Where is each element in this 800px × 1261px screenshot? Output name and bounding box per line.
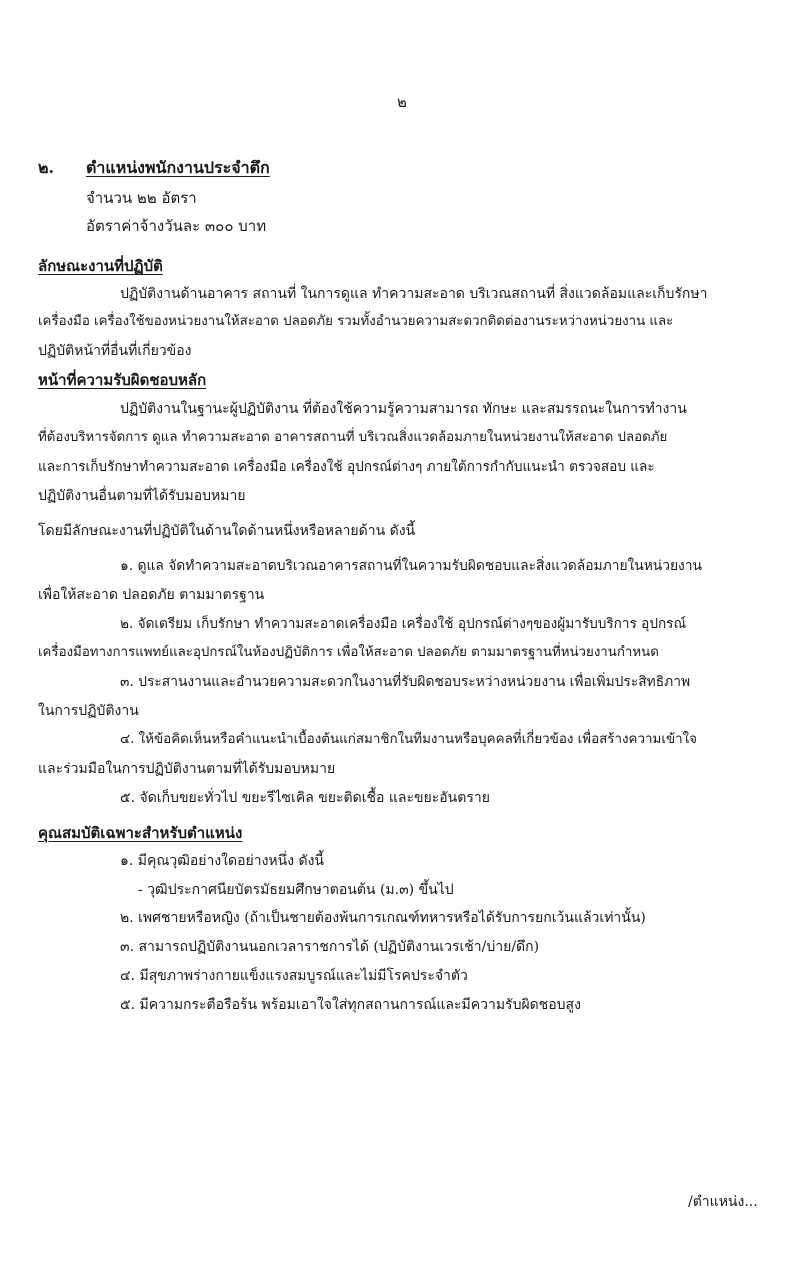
duty-item: เครื่องมือทางการแพทย์และอุปกรณ์ในห้องปฏิบัติการ เพื่อให้สะอาด ปลอดภัย ตามมาตรฐานที่หน่วยงานกำหนด (38, 645, 659, 660)
duty-item: ๑. ดูแล จัดทำความสะอาดบริเวณอาคารสถานที่ในความรับผิดชอบและสิ่งแวดล้อมภายในหน่วยงาน (120, 558, 702, 574)
page-number: ๒ (397, 93, 407, 111)
duty-item: ในการปฏิบัติงาน (38, 703, 139, 719)
job-nature-line: ปฏิบัติงานด้านอาคาร สถานที่ ในการดูแล ทำความสะอาด บริเวณสถานที่ สิ่งแวดล้อมและเก็บรักษา (120, 286, 708, 302)
qualification-item: ๔. มีสุขภาพร่างกายแข็งแรงสมบูรณ์และไม่มีโรคประจำตัว (120, 968, 468, 984)
duties-heading: หน้าที่ความรับผิดชอบหลัก (38, 371, 207, 389)
job-nature-line: ปฏิบัติหน้าที่อื่นที่เกี่ยวข้อง (38, 343, 192, 359)
duty-item: ๒. จัดเตรียม เก็บรักษา ทำความสะอาดเครื่องมือ เครื่องใช้ อุปกรณ์ต่างๆของผู้มารับบริการ อุปกรณ์ (120, 616, 687, 632)
job-nature-line: เครื่องมือ เครื่องใช้ของหน่วยงานให้สะอาด ปลอดภัย รวมทั้งอำนวยความสะดวกติดต่องานระหว่างหน่วยงาน และ (38, 314, 674, 329)
section-number: ๒. (38, 158, 55, 177)
duty-item: เพื่อให้สะอาด ปลอดภัย ตามมาตรฐาน (38, 587, 265, 603)
continuation-note: /ตำแหน่ง... (688, 1194, 758, 1210)
duties-line: ที่ต้องบริหารจัดการ ดูแล ทำความสะอาด อาคารสถานที่ บริเวณสิ่งแวดล้อมภายในหน่วยงานให้สะอาด ปลอดภัย (38, 430, 668, 445)
job-nature-heading: ลักษณะงานที่ปฏิบัติ (38, 257, 163, 275)
qualification-item: ๑. มีคุณวุฒิอย่างใดอย่างหนึ่ง ดังนี้ (120, 853, 325, 869)
duty-item: ๓. ประสานงานและอำนวยความสะดวกในงานที่รับผิดชอบระหว่างหน่วยงาน เพื่อเพิ่มประสิทธิภาพ (120, 674, 691, 690)
qualification-item: - วุฒิประกาศนียบัตรมัธยมศึกษาตอนต้น (ม.๓) ขึ้นไป (138, 882, 454, 898)
qualifications-heading: คุณสมบัติเฉพาะสำหรับตำแหน่ง (38, 824, 243, 842)
duties-line: ปฏิบัติงานในฐานะผู้ปฏิบัติงาน ที่ต้องใช้ความรู้ความสามารถ ทักษะ และสมรรถนะในการทำงาน (120, 401, 687, 417)
qualification-item: ๒. เพศชายหรือหญิง (ถ้าเป็นชายต้องพ้นการเกณฑ์ทหารหรือได้รับการยกเว้นแล้วเท่านั้น) (120, 910, 646, 926)
position-count: จำนวน ๒๒ อัตรา (86, 189, 197, 207)
qualification-item: ๕. มีความกระตือรือร้น พร้อมเอาใจใส่ทุกสถานการณ์และมีความรับผิดชอบสูง (120, 997, 581, 1013)
duty-item: ๔. ให้ข้อคิดเห็นหรือคำแนะนำเบื้องต้นแก่สมาชิกในทีมงานหรือบุคคลที่เกี่ยวข้อง เพื่อสร้างความเข้าใจ (120, 732, 697, 747)
daily-wage: อัตราค่าจ้างวันละ ๓๐๐ บาท (86, 217, 267, 235)
duty-item: และร่วมมือในการปฏิบัติงานตามที่ได้รับมอบหมาย (38, 761, 336, 777)
duty-item: ๕. จัดเก็บขยะทั่วไป ขยะรีไซเคิล ขยะติดเชื้อ และขยะอันตราย (120, 790, 490, 806)
duties-intro: โดยมีลักษณะงานที่ปฏิบัติในด้านใดด้านหนึ่งหรือหลายด้าน ดังนี้ (38, 523, 416, 539)
section-title: ตำแหน่งพนักงานประจำตึก (86, 158, 270, 177)
qualification-item: ๓. สามารถปฏิบัติงานนอกเวลาราชการได้ (ปฏิบัติงานเวรเช้า/บ่าย/ดึก) (120, 939, 540, 955)
duties-line: และการเก็บรักษาทำความสะอาด เครื่องมือ เครื่องใช้ อุปกรณ์ต่างๆ ภายใต้การกำกับแนะนำ ตรวจสอบ และ (38, 459, 655, 475)
duties-line: ปฏิบัติงานอื่นตามที่ได้รับมอบหมาย (38, 488, 246, 504)
